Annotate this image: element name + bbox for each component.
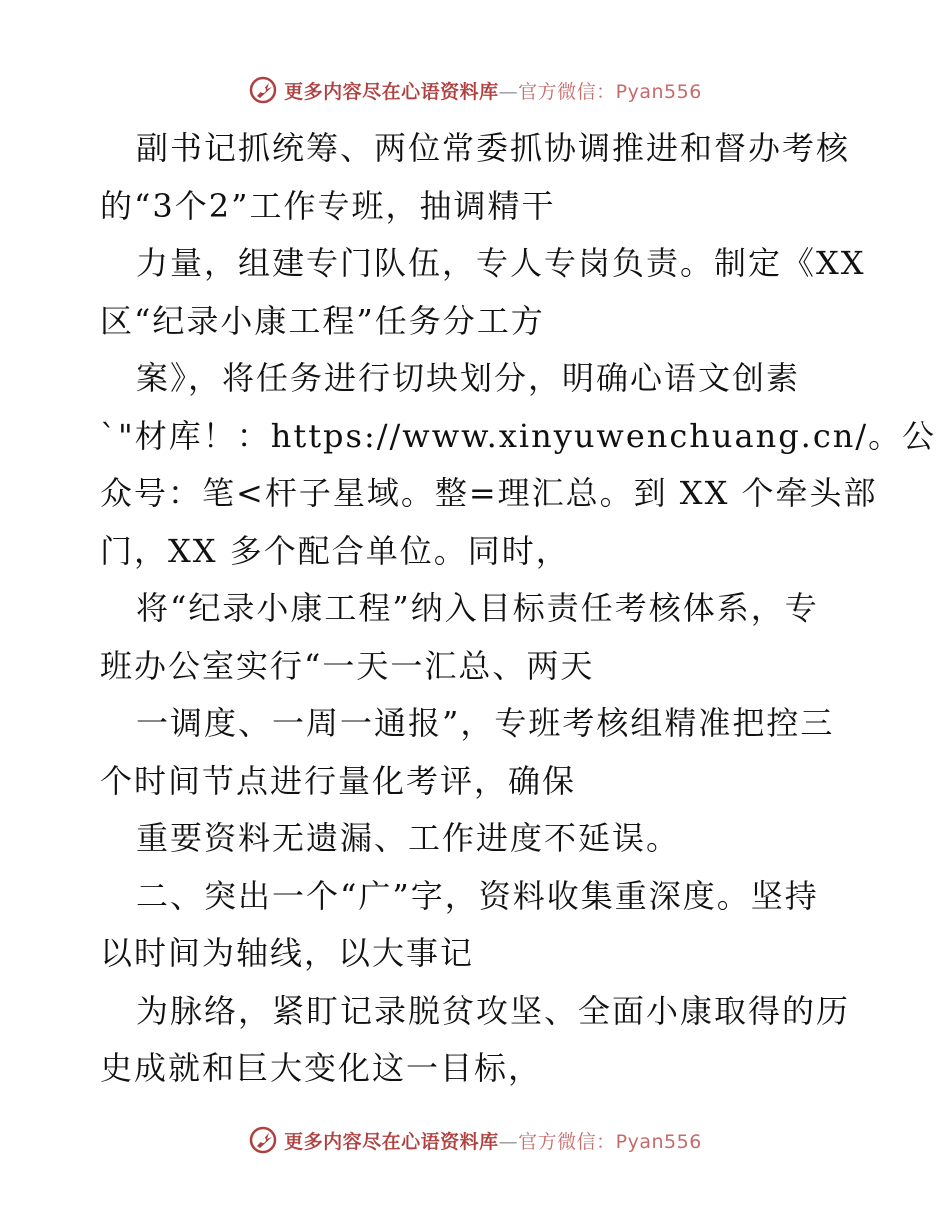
body-line: 区“纪录小康工程”任务分工方 [100, 301, 545, 340]
body-line: 力量，组建专门队伍，专人专岗负责。制定《XX [136, 244, 866, 282]
quill-logo-icon [248, 1125, 278, 1155]
body-line: 以时间为轴线，以大事记 [100, 934, 475, 972]
quill-logo-icon [248, 75, 278, 105]
header-banner [0, 70, 950, 110]
header-brand: 更多内容尽在心语资料库 [284, 80, 499, 103]
body-line: 的“3个2”工作专班，抽调精干 [100, 186, 556, 225]
body-line: 众号：笔<杆子星域。整=理汇总。到 XX 个牵头部 [100, 474, 878, 512]
footer-banner [0, 1120, 950, 1160]
footer-brand: 更多内容尽在心语资料库 [284, 1130, 499, 1153]
header-contact: 官方微信：Pyan556 [518, 80, 702, 103]
footer-separator: — [498, 1130, 519, 1153]
document-body [100, 120, 937, 1098]
header-banner-text [284, 77, 702, 104]
body-line: 重要资料无遗漏、工作进度不延误。 [136, 819, 681, 857]
footer-banner-text [284, 1127, 702, 1154]
body-line: 个时间节点进行量化考评，确保 [100, 761, 577, 800]
body-line: 一调度、一周一通报”，专班考核组精准把控三 [136, 704, 835, 742]
body-line: 二、突出一个“广”字，资料收集重深度。坚持 [136, 876, 819, 915]
footer-contact: 官方微信：Pyan556 [518, 1130, 702, 1153]
header-separator: — [498, 80, 519, 103]
body-line: 门，XX 多个配合单位。同时， [100, 531, 570, 570]
body-line: 史成就和巨大变化这一目标， [100, 1049, 543, 1087]
body-line: 将“纪录小康工程”纳入目标责任考核体系，专 [136, 589, 819, 627]
body-line: 案》，将任务进行切块划分，明确心语文创素 [136, 359, 801, 397]
body-line: 班办公室实行“一天一汇总、两天 [100, 646, 595, 685]
body-line: 为脉络，紧盯记录脱贫攻坚、全面小康取得的历 [136, 991, 851, 1030]
body-line: `"材库！：https://www.xinyuwenchuang.cn/。公 [100, 416, 937, 455]
body-line: 副书记抓统筹、两位常委抓协调推进和督办考核 [136, 129, 851, 167]
